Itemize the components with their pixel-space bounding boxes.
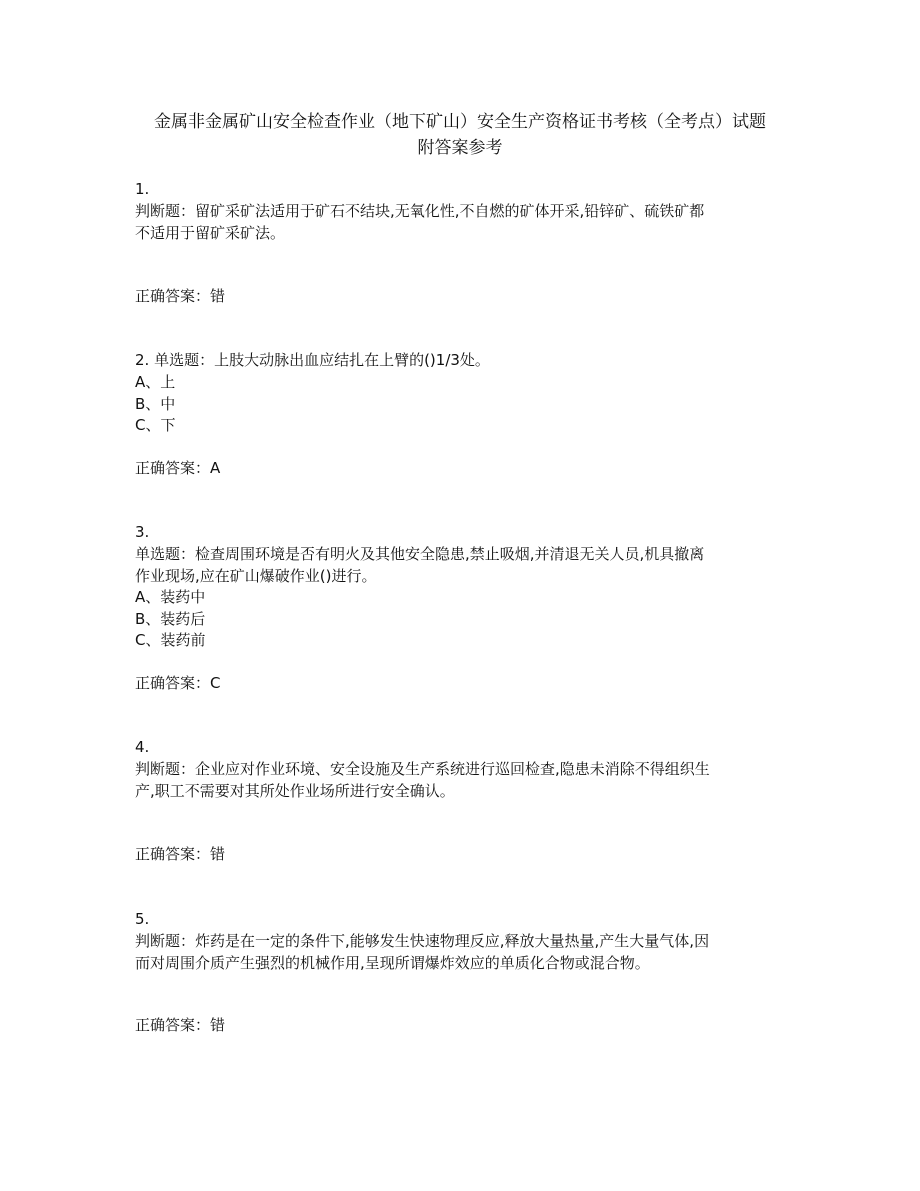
question-3-text-line-2: 作业现场,应在矿山爆破作业()进行。 [135, 567, 377, 585]
question-2-option-a: A、上 [135, 373, 176, 391]
question-1-text-line-2: 不适用于留矿采矿法。 [135, 224, 286, 242]
question-1-text-line-1: 判断题：留矿采矿法适用于矿石不结块,无氧化性,不自燃的矿体开采,铅锌矿、硫铁矿都 [135, 202, 705, 220]
question-2-option-b: B、中 [135, 395, 176, 413]
question-2-answer: 正确答案：A [135, 459, 221, 477]
title-line-2: 附答案参考 [417, 138, 503, 158]
question-3-number: 3. [135, 523, 150, 541]
question-1-number: 1. [135, 180, 150, 198]
question-3-option-c: C、装药前 [135, 631, 206, 649]
question-4-number: 4. [135, 738, 150, 756]
question-3-text-line-1: 单选题：检查周围环境是否有明火及其他安全隐患,禁止吸烟,并清退无关人员,机具撤离 [135, 545, 705, 563]
question-4-text-line-1: 判断题：企业应对作业环境、安全设施及生产系统进行巡回检查,隐患未消除不得组织生 [135, 760, 710, 778]
question-5-text-line-2: 而对周围介质产生强烈的机械作用,呈现所谓爆炸效应的单质化合物或混合物。 [135, 954, 650, 972]
question-3-option-b: B、装药后 [135, 610, 206, 628]
title-line-1: 金属非金属矿山安全检查作业（地下矿山）安全生产资格证书考核（全考点）试题 [154, 112, 766, 132]
question-5-answer: 正确答案：错 [135, 1016, 226, 1034]
question-2-text: 2. 单选题：上肢大动脉出血应结扎在上臂的()1/3处。 [135, 351, 490, 369]
document-title [120, 109, 800, 161]
question-4-text-line-2: 产,职工不需要对其所处作业场所进行安全确认。 [135, 782, 455, 800]
question-2-option-c: C、下 [135, 416, 176, 434]
question-5-number: 5. [135, 910, 150, 928]
question-1-answer: 正确答案：错 [135, 287, 226, 305]
question-4-answer: 正确答案：错 [135, 845, 226, 863]
question-3-answer: 正确答案：C [135, 674, 221, 692]
question-3-option-a: A、装药中 [135, 588, 206, 606]
question-5-text-line-1: 判断题：炸药是在一定的条件下,能够发生快速物理反应,释放大量热量,产生大量气体,因 [135, 932, 710, 950]
